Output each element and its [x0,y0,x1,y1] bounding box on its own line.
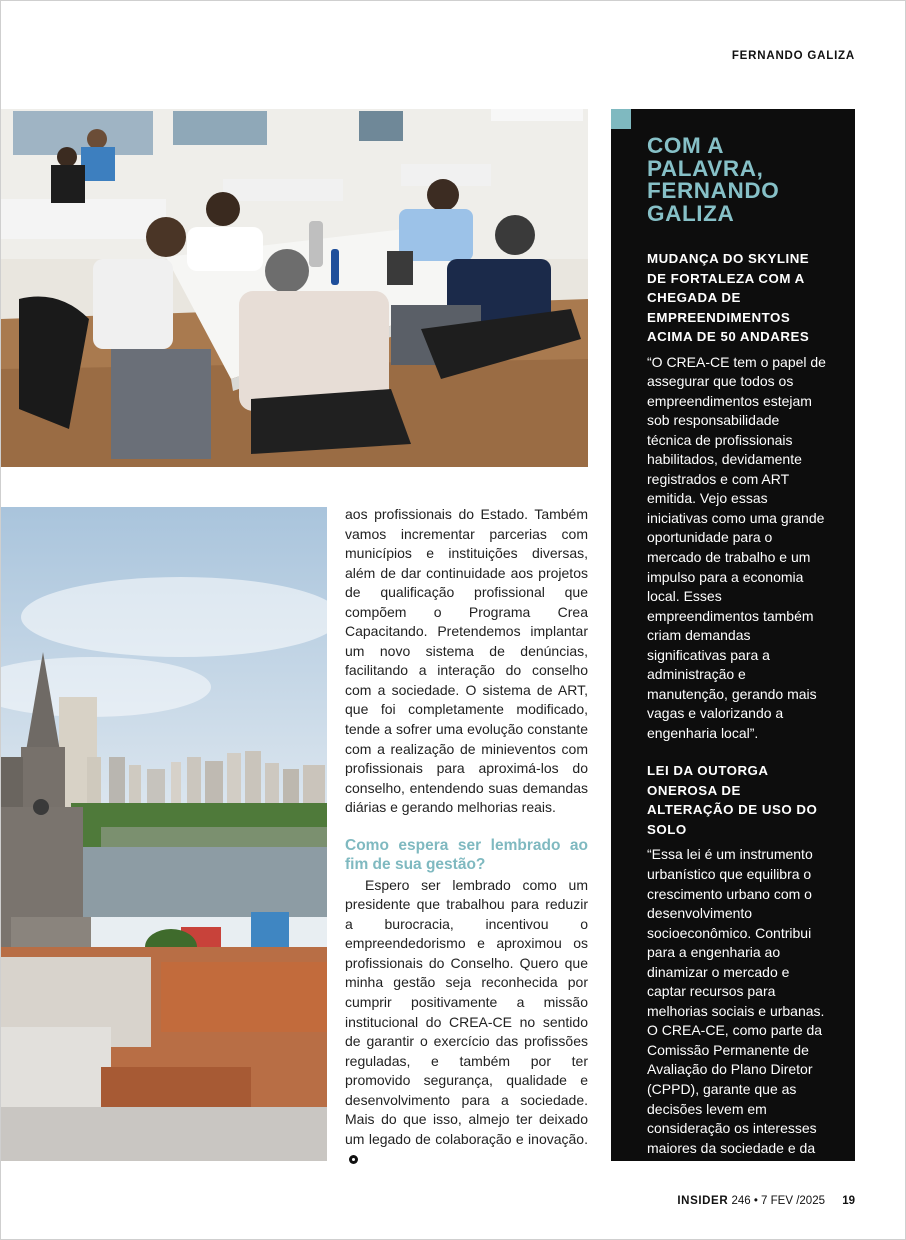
sidebar-quote: “O CREA-CE tem o papel de assegurar que todos os empreendimentos estejam sob responsabilidade técnica de profissionais habilitados, devidamente registrados e com ART emitida. Vejo essas iniciativas como uma grande oportunidade para o mercado de trabalho e um impulso para a economia local. Esses empreendimentos também criam demandas significativas para a administração e manutenção, gerando mais vagas e valorizando a engenharia local”. [647,353,826,741]
sidebar-title: COM A PALAVRA, FERNANDO GALIZA [647,133,780,226]
fortaleza-skyline-photo [1,507,327,1161]
page-footer [677,1195,855,1207]
sidebar-section-heading: MUDANÇA DO SKYLINE DE FORTALEZA COM A CHEGADA DE EMPREENDIMENTOS ACIMA DE 50 ANDARES [647,251,810,344]
page-number: 19 [842,1195,855,1207]
running-header-author: FERNANDO GALIZA [731,50,855,62]
meeting-photo [1,109,588,467]
article-paragraph: Espero ser lembrado como um presidente que trabalhou para reduzir a burocracia, incentivou o empreendedorismo e aproximou os profissionais do Conselho. Quero que minha gestão seja reconhecida por cumprir positivamente a missão institucional do CREA-CE no sentido de garantir o exercício das profissões reguladas, e também por ter promovido segurança, qualidade e desenvolvimento para a sociedade. Mais do que isso, almejo ter deixado um legado de colaboração e inovação. [345,876,588,1147]
interview-sidebar [611,109,855,1176]
sidebar-section-heading: LEI DA OUTORGA ONEROSA DE ALTERAÇÃO DE USO DO SOLO [647,763,818,837]
magazine-name: INSIDER [677,1195,729,1207]
issue-info: 246 • 7 FEV /2025 [731,1195,825,1207]
sidebar-accent-square [611,109,631,129]
article-body [345,505,588,1169]
sidebar-quote: “Essa lei é um instrumento urbanístico que equilibra o crescimento urbano com o desenvolvimento socioeconômico. Contribui para a engenharia ao dinamizar o mercado e captar recursos para melhorias sociais e urbanas. O CREA-CE, como parte da Comissão Permanente de Avaliação do Plano Diretor (CPPD), garante que as decisões levem em consideração os interesses maiores da sociedade e da sustentabilidade”. [647,846,825,1176]
article-paragraph: aos profissionais do Estado. Também vamos incrementar parcerias com municípios e instituições diversas, além de dar continuidade aos projetos de qualificação profissional que compõem o Programa Crea Capacitando. Pretendemos implantar um novo sistema de denúncias, facilitando a interação do conselho com a sociedade. O sistema de ART, que foi completamente modificado, tende a sofrer uma evolução constante com a realização de minieventos com profissionais para aproximá-los do conselho, entendendo suas demandas diárias e gerando melhorias reais. [345,506,588,816]
article-question: Como espera ser lembrado ao fim de sua gestão? [345,836,588,873]
end-of-article-icon [349,1155,358,1164]
